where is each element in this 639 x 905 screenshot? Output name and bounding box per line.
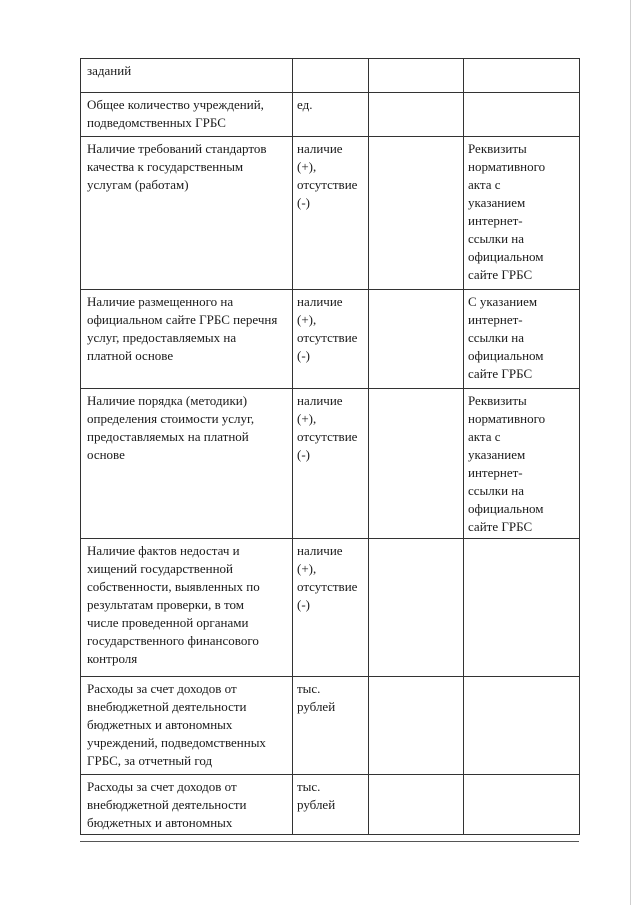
- indicators-table: [80, 58, 580, 835]
- indicator-name-cell-line: внебюджетной деятельности: [87, 797, 247, 812]
- indicator-name-cell: [81, 389, 293, 539]
- unit-cell-line: ед.: [297, 97, 313, 112]
- note-cell-line: интернет-: [468, 213, 523, 228]
- unit-cell-line: тыс.: [297, 779, 321, 794]
- note-cell-line: официальном: [468, 249, 544, 264]
- indicator-name-cell-line: бюджетных и автономных: [87, 717, 233, 732]
- unit-cell-line: рублей: [297, 797, 336, 812]
- indicator-name-cell-line: Общее количество учреждений,: [87, 97, 264, 112]
- unit-cell: [293, 137, 369, 290]
- indicator-name-cell-line: Наличие порядка (методики): [87, 393, 248, 408]
- indicator-name-cell-line: услуг, предоставляемых на: [87, 330, 237, 345]
- unit-cell-line: (+),: [297, 312, 317, 327]
- note-cell-line: сайте ГРБС: [468, 267, 533, 282]
- note-cell-line: С указанием: [468, 294, 538, 309]
- note-cell-line: ссылки на: [468, 483, 525, 498]
- indicator-name-cell-line: числе проведенной органами: [87, 615, 249, 630]
- indicator-name-cell-line: предоставляемых на платной: [87, 429, 249, 444]
- indicator-name-cell-line: официальном сайте ГРБС перечня: [87, 312, 278, 327]
- indicator-name-cell-line: Наличие размещенного на: [87, 294, 234, 309]
- table-row: [81, 677, 580, 775]
- note-cell: [464, 137, 580, 290]
- indicator-name-cell-line: контроля: [87, 651, 138, 666]
- table-row: [81, 93, 580, 137]
- value-cell: [369, 59, 464, 93]
- table-row: [81, 59, 580, 93]
- indicator-name-cell-line: подведомственных ГРБС: [87, 115, 226, 130]
- unit-cell-line: отсутствие: [297, 429, 358, 444]
- note-cell-line: Реквизиты: [468, 141, 527, 156]
- table-row: [81, 539, 580, 677]
- value-cell: [369, 539, 464, 677]
- indicator-name-cell-line: учреждений, подведомственных: [87, 735, 266, 750]
- table-row: [81, 137, 580, 290]
- note-cell-line: официальном: [468, 501, 544, 516]
- indicator-name-cell-line: заданий: [87, 63, 132, 78]
- note-cell: [464, 539, 580, 677]
- note-cell-line: сайте ГРБС: [468, 366, 533, 381]
- unit-cell-line: тыс.: [297, 681, 321, 696]
- indicator-name-cell-line: хищений государственной: [87, 561, 234, 576]
- value-cell: [369, 677, 464, 775]
- note-cell-line: Реквизиты: [468, 393, 527, 408]
- note-cell-line: нормативного: [468, 411, 546, 426]
- unit-cell-line: (-): [297, 597, 310, 612]
- table-bottom-border: [80, 841, 579, 842]
- unit-cell: [293, 93, 369, 137]
- note-cell: [464, 775, 580, 835]
- unit-cell-line: отсутствие: [297, 330, 358, 345]
- unit-cell-line: отсутствие: [297, 579, 358, 594]
- indicator-name-cell: [81, 59, 293, 93]
- indicator-name-cell-line: Расходы за счет доходов от: [87, 779, 237, 794]
- indicator-name-cell-line: внебюджетной деятельности: [87, 699, 247, 714]
- unit-cell-line: (-): [297, 447, 310, 462]
- indicator-name-cell-line: Наличие требований стандартов: [87, 141, 267, 156]
- unit-cell-line: (+),: [297, 561, 317, 576]
- value-cell: [369, 137, 464, 290]
- note-cell-line: акта с: [468, 429, 501, 444]
- indicator-name-cell: [81, 775, 293, 835]
- note-cell-line: ссылки на: [468, 231, 525, 246]
- note-cell-line: нормативного: [468, 159, 546, 174]
- indicator-name-cell-line: Наличие фактов недостач и: [87, 543, 240, 558]
- unit-cell-line: наличие: [297, 141, 343, 156]
- value-cell: [369, 775, 464, 835]
- indicator-name-cell-line: определения стоимости услуг,: [87, 411, 255, 426]
- note-cell-line: указанием: [468, 447, 526, 462]
- unit-cell: [293, 59, 369, 93]
- indicator-name-cell-line: государственного финансового: [87, 633, 259, 648]
- note-cell-line: указанием: [468, 195, 526, 210]
- indicator-name-cell: [81, 93, 293, 137]
- indicator-name-cell-line: ГРБС, за отчетный год: [87, 753, 213, 768]
- indicator-name-cell-line: качества к государственным: [87, 159, 244, 174]
- unit-cell-line: отсутствие: [297, 177, 358, 192]
- indicator-name-cell-line: услугам (работам): [87, 177, 189, 192]
- unit-cell-line: (-): [297, 195, 310, 210]
- unit-cell-line: (-): [297, 348, 310, 363]
- indicator-name-cell-line: собственности, выявленных по: [87, 579, 260, 594]
- note-cell-line: ссылки на: [468, 330, 525, 345]
- note-cell: [464, 677, 580, 775]
- unit-cell-line: наличие: [297, 393, 343, 408]
- indicator-name-cell: [81, 290, 293, 389]
- unit-cell-line: наличие: [297, 543, 343, 558]
- unit-cell: [293, 539, 369, 677]
- indicator-name-cell-line: Расходы за счет доходов от: [87, 681, 237, 696]
- unit-cell-line: рублей: [297, 699, 336, 714]
- value-cell: [369, 389, 464, 539]
- indicator-name-cell-line: основе: [87, 447, 125, 462]
- indicator-name-cell: [81, 539, 293, 677]
- value-cell: [369, 290, 464, 389]
- unit-cell-line: (+),: [297, 411, 317, 426]
- unit-cell: [293, 290, 369, 389]
- indicator-name-cell: [81, 677, 293, 775]
- table-row: [81, 290, 580, 389]
- value-cell: [369, 93, 464, 137]
- unit-cell: [293, 389, 369, 539]
- note-cell: [464, 59, 580, 93]
- note-cell-line: сайте ГРБС: [468, 519, 533, 534]
- table-row: [81, 389, 580, 539]
- indicator-name-cell-line: результатам проверки, в том: [87, 597, 244, 612]
- note-cell-line: интернет-: [468, 312, 523, 327]
- unit-cell: [293, 677, 369, 775]
- unit-cell: [293, 775, 369, 835]
- note-cell-line: интернет-: [468, 465, 523, 480]
- indicator-name-cell-line: бюджетных и автономных: [87, 815, 233, 830]
- note-cell-line: официальном: [468, 348, 544, 363]
- scan-edge: [630, 0, 631, 905]
- indicator-name-cell-line: платной основе: [87, 348, 174, 363]
- note-cell-line: акта с: [468, 177, 501, 192]
- unit-cell-line: наличие: [297, 294, 343, 309]
- note-cell: [464, 389, 580, 539]
- indicator-name-cell: [81, 137, 293, 290]
- table-row: [81, 775, 580, 835]
- unit-cell-line: (+),: [297, 159, 317, 174]
- note-cell: [464, 93, 580, 137]
- note-cell: [464, 290, 580, 389]
